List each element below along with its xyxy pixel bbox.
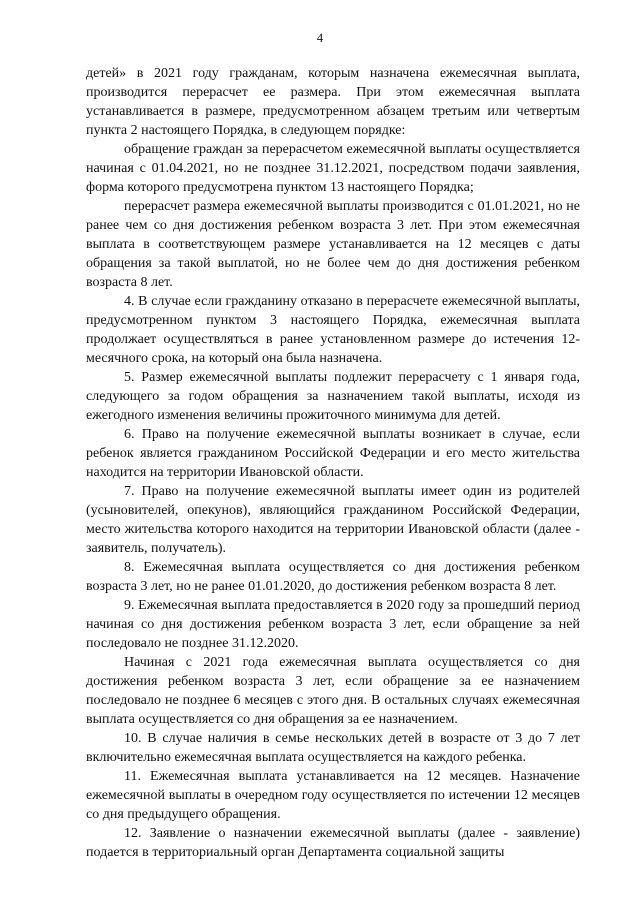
- paragraph: 6. Право на получение ежемесячной выплаты возникает в случае, если ребенок является гражданином Российской Федерации и его место жительства находится на территории Ивановской области.: [86, 427, 580, 480]
- document-body: [86, 64, 580, 862]
- page-number: 4: [316, 31, 324, 45]
- paragraph: 4. В случае если гражданину отказано в перерасчете ежемесячной выплаты, предусмотренном пунктом 3 настоящего Порядка, ежемесячная выплата продолжает осуществляться в ранее установленном размере до истечения 12-месячного срока, на который она была назначена.: [86, 294, 580, 366]
- paragraph: 8. Ежемесячная выплата осуществляется со дня достижения ребенком возраста 3 лет, но не ранее 01.01.2020, до достижения ребенком возраста 8 лет.: [86, 560, 580, 594]
- paragraph: перерасчет размера ежемесячной выплаты производится с 01.01.2021, но не ранее чем со дня достижения ребенком возраста 3 лет. При этом ежемесячная выплата в соответствующем размере устанавливается на 12 месяцев с даты обращения за такой выплатой, но не более чем до дня достижения ребенком возраста 8 лет.: [86, 199, 580, 290]
- paragraph: 12. Заявление о назначении ежемесячной выплаты (далее - заявление) подается в территориальный орган Департамента социальной защиты: [86, 826, 580, 860]
- paragraph: 5. Размер ежемесячной выплаты подлежит перерасчету с 1 января года, следующего за годом обращения за назначением такой выплаты, исходя из ежегодного изменения величины прожиточного минимума для детей.: [86, 370, 580, 423]
- paragraph: обращение граждан за перерасчетом ежемесячной выплаты осуществляется начиная с 01.04.2021, но не позднее 31.12.2021, посредством подачи заявления, форма которого предусмотрена пунктом 13 настоящего Порядка;: [86, 142, 580, 195]
- paragraph: Начиная с 2021 года ежемесячная выплата осуществляется со дня достижения ребенком возраста 3 лет, если обращение за ее назначением последовало не позднее 6 месяцев с этого дня. В остальных случаях ежемесячная выплата осуществляется со дня обращения за ее назначением.: [86, 655, 580, 727]
- paragraph: 7. Право на получение ежемесячной выплаты имеет один из родителей (усыновителей, опекунов), являющийся гражданином Российской Федерации, место жительства которого находится на территории Ивановской области (далее - заявитель, получатель).: [86, 484, 580, 556]
- paragraph: детей» в 2021 году гражданам, которым назначена ежемесячная выплата, производится перерасчет ее размера. При этом ежемесячная выплата устанавливается в размере, предусмотренном абзацем третьим или четвертым пункта 2 настоящего Порядка, в следующем порядке:: [86, 66, 580, 138]
- paragraph: 9. Ежемесячная выплата предоставляется в 2020 году за прошедший период начиная со дня достижения ребенком возраста 3 лет, если обращение за ней последовало не позднее 31.12.2020.: [86, 598, 580, 651]
- paragraph: 10. В случае наличия в семье нескольких детей в возрасте от 3 до 7 лет включительно ежемесячная выплата осуществляется на каждого ребенка.: [86, 731, 580, 765]
- paragraph: 11. Ежемесячная выплата устанавливается на 12 месяцев. Назначение ежемесячной выплаты в очередном году осуществляется по истечении 12 месяцев со дня предыдущего обращения.: [86, 769, 580, 822]
